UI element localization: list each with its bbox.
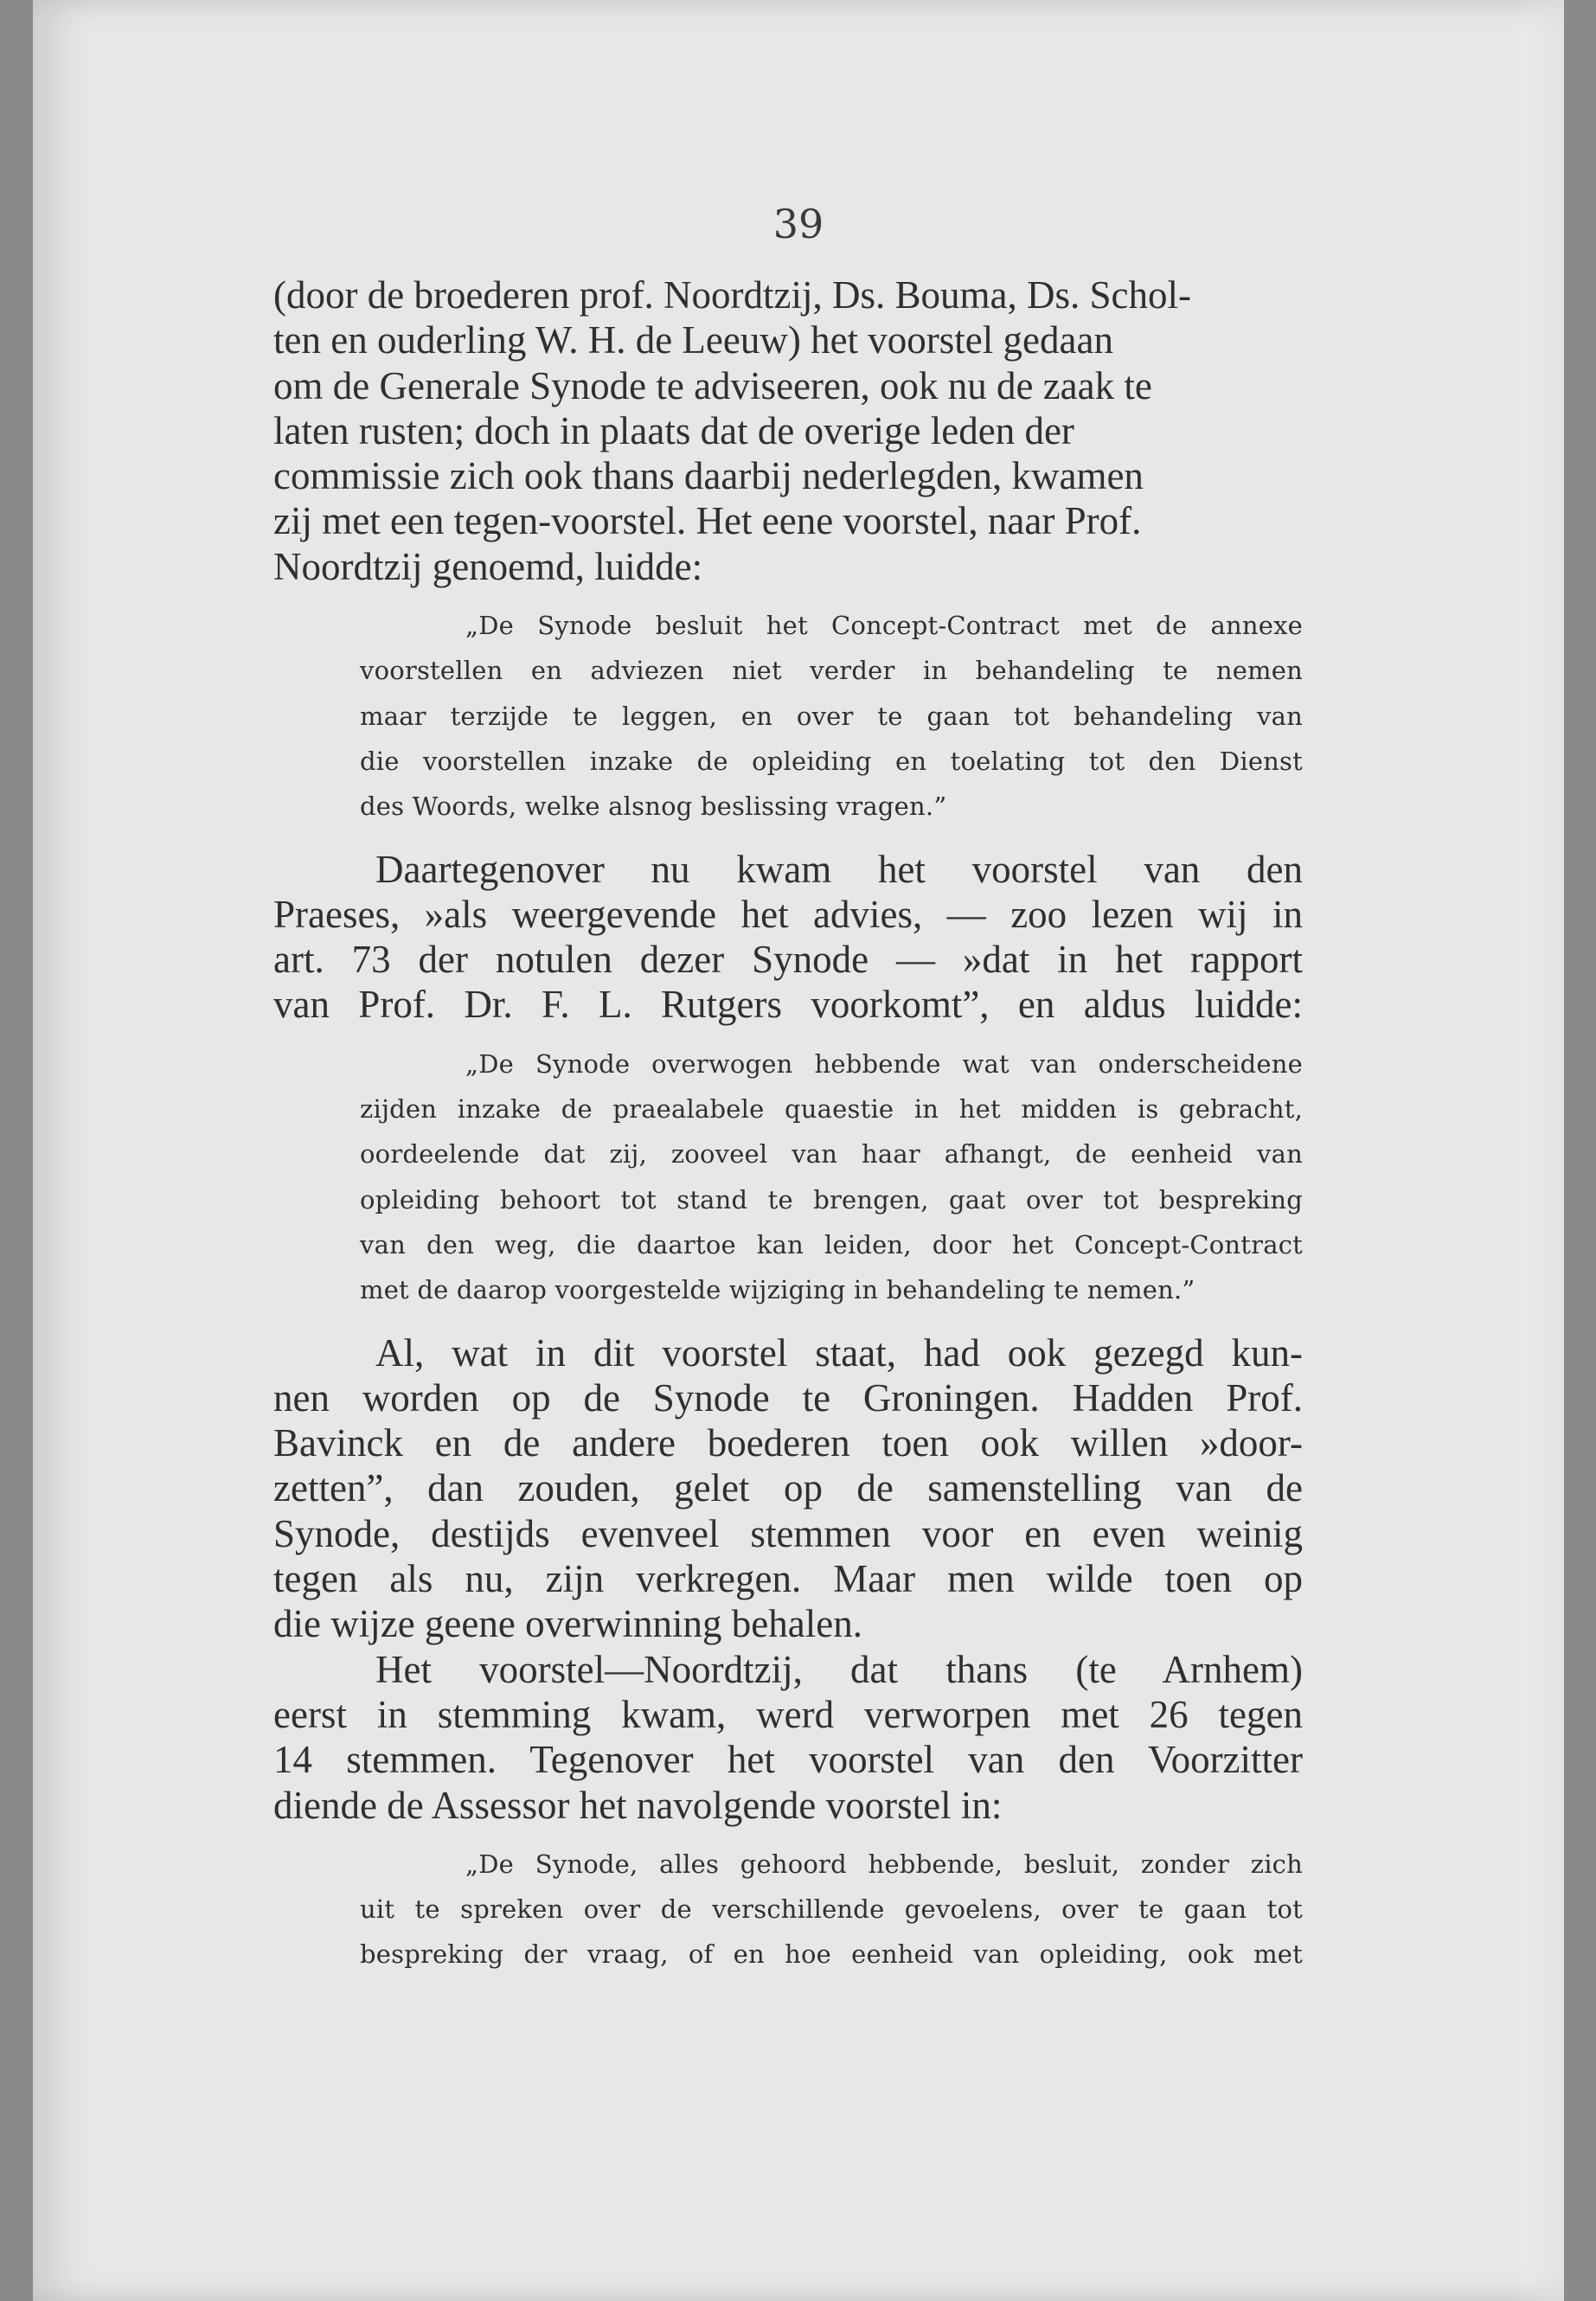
quotation-2 [273,1042,1303,1313]
quote-line: van den weg, die daartoe kan leiden, door het Concept-Contract [360,1229,1303,1259]
quotation-3 [273,1842,1303,1977]
paragraph-2 [273,847,1303,1028]
quote-line: bespreking der vraag, of en hoe eenheid van opleiding, ook met [360,1939,1303,1970]
text-line: om de Generale Synode te adviseeren, ook nu de zaak te [273,363,1152,407]
book-page [33,0,1564,2301]
quote-line: „De Synode overwogen hebbende wat van onderscheidene [465,1048,1303,1079]
quote-line: maar terzijde te leggen, en over te gaan tot behandeling van [360,701,1303,731]
text-line: nen worden op de Synode te Groningen. Hadden Prof. [273,1375,1303,1420]
quote-line: oordeelende dat zij, zooveel van haar afhangt, de eenheid van [360,1139,1303,1170]
text-line: art. 73 der notulen dezer Synode — »dat in het rapport [273,938,1303,982]
quote-line: uit te spreken over de verschillende gevoelens, over te gaan tot [360,1894,1303,1925]
quote-line: „De Synode besluit het Concept-Contract met de annexe [465,611,1303,641]
text-line: van Prof. Dr. F. L. Rutgers voorkomt”, en aldus luidde: [273,983,1303,1027]
text-line: Het voorstel—Noordtzij, dat thans (te Arnhem) [375,1647,1303,1691]
quote-line: opleiding behoort tot stand te brengen, gaat over tot bespreking [360,1184,1303,1215]
paragraph-4 [273,1647,1303,1828]
text-line: Bavinck en de andere boederen toen ook willen »door- [273,1421,1303,1465]
quotation-1 [273,603,1303,829]
quote-line: met de daarop voorgestelde wijziging in behandeling te nemen.” [360,1275,1195,1305]
text-line: die wijze geene overwinning behalen. [273,1602,862,1646]
page-edge-shading [1512,0,1564,2301]
quote-line: des Woords, welke alsnog beslissing vragen.” [360,792,947,822]
page-number: 39 [772,201,824,247]
paragraph-3 [273,1330,1303,1647]
text-line: eerst in stemming kwam, werd verworpen met 26 tegen [273,1692,1303,1736]
quote-line: „De Synode, alles gehoord hebbende, besluit, zonder zich [465,1849,1303,1879]
text-line: diende de Assessor het navolgende voorstel in: [273,1783,1003,1827]
text-line: zetten”, dan zouden, gelet op de samenstelling van de [273,1466,1303,1510]
text-line: Daartegenover nu kwam het voorstel van den [375,847,1303,891]
quote-line: voorstellen en adviezen niet verder in behandeling te nemen [360,656,1303,686]
text-line: Praeses, »als weergevende het advies, — zoo lezen wij in [273,892,1303,936]
text-line: Synode, destijds evenveel stemmen voor en even weinig [273,1511,1303,1555]
text-line: 14 stemmen. Tegenover het voorstel van den Voorzitter [273,1738,1303,1782]
body-text [273,272,1303,1977]
text-line: Noordtzij genoemd, luidde: [273,544,703,588]
text-line: zij met een tegen-voorstel. Het eene voorstel, naar Prof. [273,499,1142,543]
text-line: commissie zich ook thans daarbij nederlegden, kwamen [273,454,1144,498]
quote-line: die voorstellen inzake de opleiding en toelating tot den Dienst [360,746,1303,776]
text-line: Al, wat in dit voorstel staat, had ook gezegd kun- [375,1330,1303,1375]
paragraph-1 [273,272,1303,589]
quote-line: zijden inzake de praealabele quaestie in het midden is gebracht, [360,1094,1303,1125]
text-line: laten rusten; doch in plaats dat de overige leden der [273,408,1074,452]
text-line: (door de broederen prof. Noordtzij, Ds. Bouma, Ds. Schol- [273,273,1192,317]
text-line: ten en ouderling W. H. de Leeuw) het voorstel gedaan [273,318,1113,362]
text-line: tegen als nu, zijn verkregen. Maar men wilde toen op [273,1557,1303,1601]
